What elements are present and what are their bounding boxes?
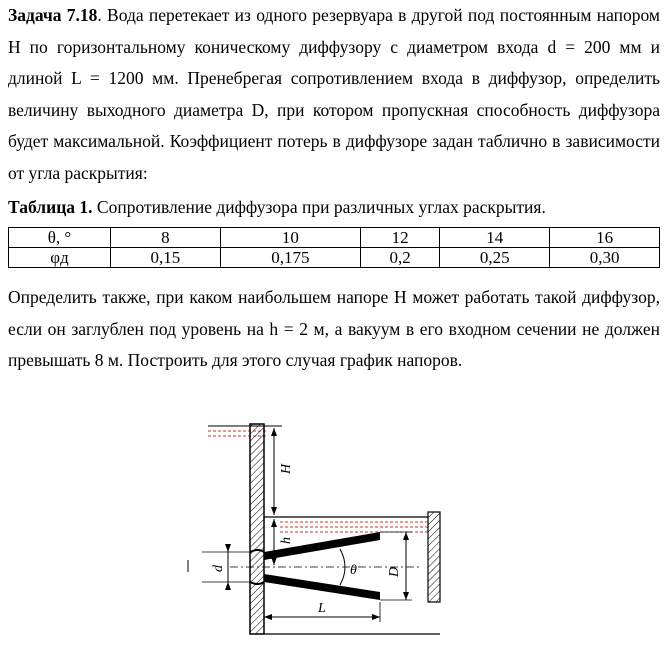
table-caption-text: Сопротивление диффузора при различных углах раскрытия. xyxy=(92,197,546,217)
right-reservoir-wall xyxy=(428,512,440,602)
task-text: Определить также, при каком наибольшем напоре H может работать такой диффузор, если он заглублен под уровень на h = 2 м, а вакуум в его входном сечении не должен превышать 8 м. Построить для этого случая график напоров. xyxy=(8,287,660,370)
task-statement xyxy=(8,282,660,377)
table-cell: 10 xyxy=(220,228,360,248)
table-cell: 0,25 xyxy=(440,248,550,268)
table-cell: 0,175 xyxy=(220,248,360,268)
table-row-angle xyxy=(9,228,660,248)
table-cell: 0,2 xyxy=(360,248,439,268)
table-row-coefficient xyxy=(9,248,660,268)
label-D: D xyxy=(387,566,402,577)
dimension-D xyxy=(380,532,412,600)
table-cell: 0,30 xyxy=(550,248,660,268)
table-cell: 12 xyxy=(360,228,439,248)
label-theta: θ xyxy=(350,563,357,578)
label-h: h xyxy=(279,537,294,544)
separating-wall xyxy=(250,424,264,634)
label-d: d xyxy=(211,565,226,572)
diffuser-diagram xyxy=(180,412,480,660)
diffuser xyxy=(250,532,380,600)
table-cell: 8 xyxy=(111,228,221,248)
table-caption-label: Таблица 1. xyxy=(8,197,93,217)
problem-label: Задача 7.18 xyxy=(8,5,98,25)
problem-text: . Вода перетекает из одного резервуара в другой под постоянным напором H по горизонтальному коническому диффузору с диаметром входа d = 200 мм и длиной L = 1200 мм. Пренебрегая сопротивлением входа в диффузор, определить величину выходного диаметра D, при котором пропускная способность диффузора будет максимальной. Коэффициент потерь в диффузоре задан таблично в зависимости от угла раскрытия: xyxy=(8,5,660,183)
table-header-coefficient: φд xyxy=(9,248,111,268)
dimension-d xyxy=(188,544,250,590)
label-H: H xyxy=(279,463,294,474)
table-header-angle: θ, ° xyxy=(9,228,111,248)
right-water-level xyxy=(264,517,428,532)
problem-statement xyxy=(8,0,660,189)
dimension-h xyxy=(271,519,294,565)
table-cell: 0,15 xyxy=(111,248,221,268)
table-cell: 16 xyxy=(550,228,660,248)
left-water-level xyxy=(208,426,282,436)
dimension-H xyxy=(271,428,294,515)
resistance-table xyxy=(8,227,660,268)
table-cell: 14 xyxy=(440,228,550,248)
table-caption xyxy=(8,192,546,223)
label-L: L xyxy=(318,601,326,616)
